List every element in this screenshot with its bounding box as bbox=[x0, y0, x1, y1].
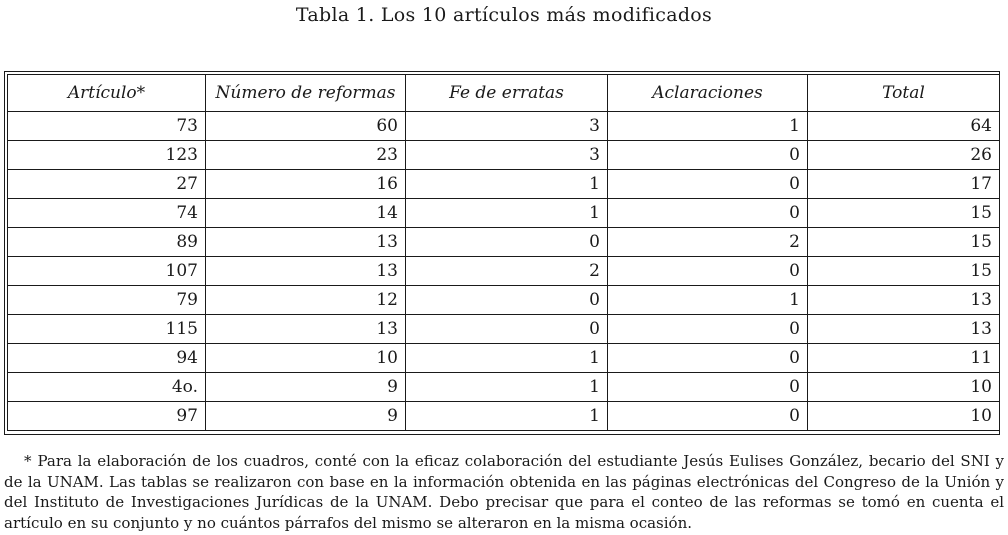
cell-fe-de-erratas: 0 bbox=[406, 315, 608, 344]
column-header-fe-de-erratas: Fe de erratas bbox=[406, 75, 608, 112]
cell-reformas: 13 bbox=[206, 228, 406, 257]
cell-total: 11 bbox=[808, 344, 1000, 373]
cell-aclaraciones: 1 bbox=[608, 286, 808, 315]
modifications-table bbox=[7, 74, 1000, 431]
cell-total: 10 bbox=[808, 402, 1000, 431]
table-row bbox=[8, 170, 1000, 199]
table-row bbox=[8, 228, 1000, 257]
cell-articulo: 107 bbox=[8, 257, 206, 286]
cell-total: 15 bbox=[808, 199, 1000, 228]
table-row bbox=[8, 344, 1000, 373]
cell-reformas: 14 bbox=[206, 199, 406, 228]
cell-reformas: 9 bbox=[206, 402, 406, 431]
table-row bbox=[8, 402, 1000, 431]
cell-total: 17 bbox=[808, 170, 1000, 199]
cell-aclaraciones: 1 bbox=[608, 112, 808, 141]
cell-fe-de-erratas: 1 bbox=[406, 344, 608, 373]
cell-articulo: 73 bbox=[8, 112, 206, 141]
cell-articulo: 74 bbox=[8, 199, 206, 228]
table-row bbox=[8, 286, 1000, 315]
footnote-text: Para la elaboración de los cuadros, conté con la eficaz colaboración del estudiante Jesús Eulises González, becario del SNI y de la UNAM. Las tablas se realizaron con base en la información obtenida en las páginas electrónicas del Congreso de la Unión y del Instituto de Investigaciones Jurídicas de la UNAM. Debo precisar que para el conteo de las reformas se tomó en cuenta el artículo en su conjunto y no cuántos párrafos del mismo se alteraron en la misma ocasión. bbox=[4, 452, 1004, 532]
cell-aclaraciones: 0 bbox=[608, 199, 808, 228]
cell-reformas: 23 bbox=[206, 141, 406, 170]
cell-aclaraciones: 2 bbox=[608, 228, 808, 257]
cell-fe-de-erratas: 3 bbox=[406, 141, 608, 170]
cell-articulo: 115 bbox=[8, 315, 206, 344]
column-header-aclaraciones: Aclaraciones bbox=[608, 75, 808, 112]
cell-articulo: 79 bbox=[8, 286, 206, 315]
table-row bbox=[8, 141, 1000, 170]
cell-reformas: 13 bbox=[206, 315, 406, 344]
table-row bbox=[8, 257, 1000, 286]
cell-articulo: 97 bbox=[8, 402, 206, 431]
column-header-total: Total bbox=[808, 75, 1000, 112]
cell-fe-de-erratas: 1 bbox=[406, 199, 608, 228]
cell-fe-de-erratas: 2 bbox=[406, 257, 608, 286]
column-header-numero-de-reformas: Número de reformas bbox=[206, 75, 406, 112]
cell-total: 13 bbox=[808, 286, 1000, 315]
cell-aclaraciones: 0 bbox=[608, 373, 808, 402]
cell-total: 15 bbox=[808, 228, 1000, 257]
table-caption: Tabla 1. Los 10 artículos más modificados bbox=[295, 4, 713, 26]
table-row bbox=[8, 199, 1000, 228]
cell-fe-de-erratas: 0 bbox=[406, 228, 608, 257]
column-header-articulo: Artículo* bbox=[8, 75, 206, 112]
table-row bbox=[8, 373, 1000, 402]
cell-reformas: 12 bbox=[206, 286, 406, 315]
cell-fe-de-erratas: 1 bbox=[406, 402, 608, 431]
cell-fe-de-erratas: 0 bbox=[406, 286, 608, 315]
cell-articulo: 94 bbox=[8, 344, 206, 373]
cell-aclaraciones: 0 bbox=[608, 141, 808, 170]
cell-aclaraciones: 0 bbox=[608, 344, 808, 373]
table-header-row bbox=[8, 75, 1000, 112]
table-frame bbox=[4, 71, 1000, 435]
footnote-marker: * bbox=[24, 452, 32, 470]
cell-total: 13 bbox=[808, 315, 1000, 344]
cell-total: 15 bbox=[808, 257, 1000, 286]
cell-articulo: 89 bbox=[8, 228, 206, 257]
cell-articulo: 123 bbox=[8, 141, 206, 170]
cell-total: 10 bbox=[808, 373, 1000, 402]
cell-reformas: 9 bbox=[206, 373, 406, 402]
cell-fe-de-erratas: 3 bbox=[406, 112, 608, 141]
cell-aclaraciones: 0 bbox=[608, 257, 808, 286]
cell-articulo: 27 bbox=[8, 170, 206, 199]
table-row bbox=[8, 112, 1000, 141]
cell-fe-de-erratas: 1 bbox=[406, 170, 608, 199]
cell-aclaraciones: 0 bbox=[608, 315, 808, 344]
footnote bbox=[4, 451, 1004, 533]
cell-total: 64 bbox=[808, 112, 1000, 141]
table-row bbox=[8, 315, 1000, 344]
cell-reformas: 13 bbox=[206, 257, 406, 286]
cell-reformas: 16 bbox=[206, 170, 406, 199]
cell-reformas: 60 bbox=[206, 112, 406, 141]
cell-fe-de-erratas: 1 bbox=[406, 373, 608, 402]
cell-aclaraciones: 0 bbox=[608, 402, 808, 431]
cell-total: 26 bbox=[808, 141, 1000, 170]
cell-aclaraciones: 0 bbox=[608, 170, 808, 199]
cell-articulo: 4o. bbox=[8, 373, 206, 402]
cell-reformas: 10 bbox=[206, 344, 406, 373]
